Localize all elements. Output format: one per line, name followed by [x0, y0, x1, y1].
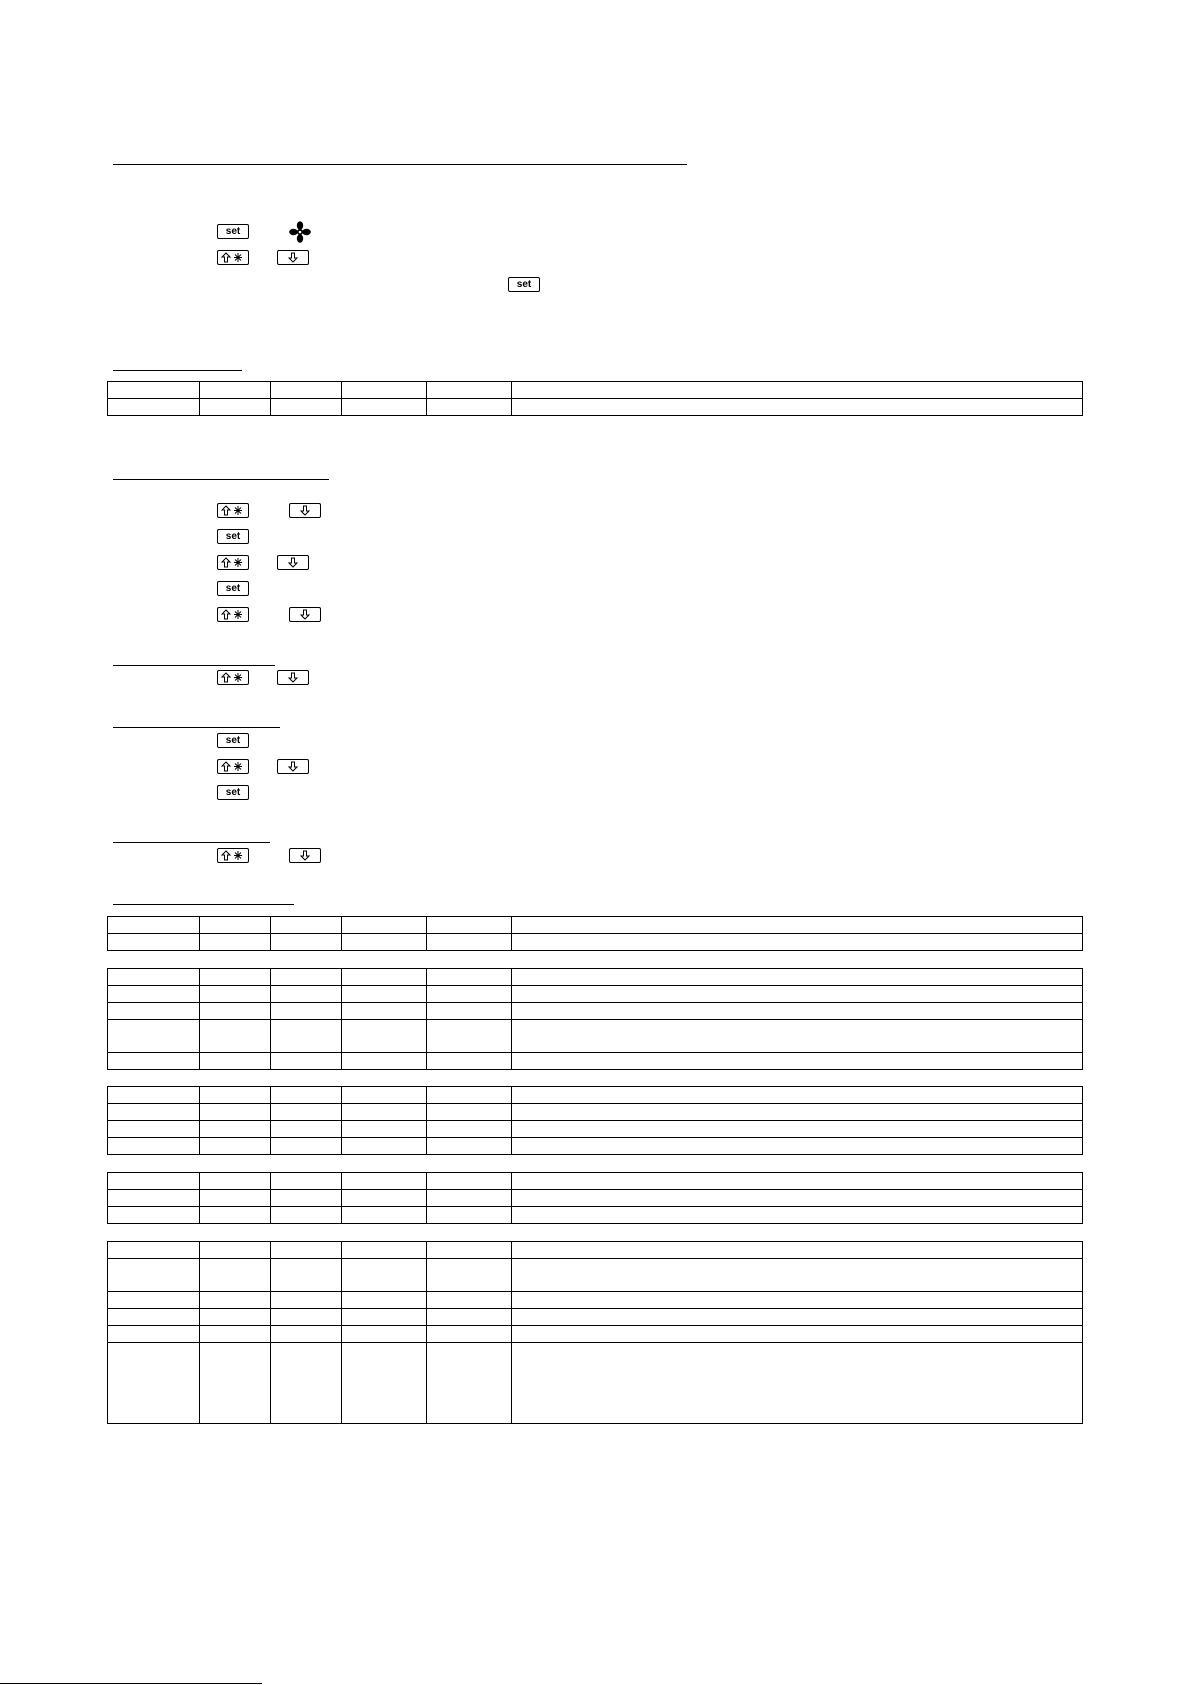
section-5-heading-rule: [113, 842, 270, 843]
table-row: [108, 1242, 1083, 1259]
down-arrow-icon: [298, 850, 312, 861]
table-row: [108, 1020, 1083, 1053]
table-row: [108, 1309, 1083, 1326]
parameter-table-2: [107, 916, 1083, 951]
section-6-heading-rule: [113, 904, 294, 905]
table-row: [108, 986, 1083, 1003]
down-key: [277, 759, 309, 774]
table-row: [108, 1087, 1083, 1104]
bottom-rule: [0, 1683, 262, 1684]
up-snowflake-key: [217, 670, 249, 685]
set-key: set: [217, 581, 249, 596]
table-row: [108, 1003, 1083, 1020]
table-row: [108, 1292, 1083, 1309]
set-key: set: [217, 529, 249, 544]
set-key: set: [508, 277, 540, 292]
down-key: [277, 670, 309, 685]
section-1-heading-rule: [113, 370, 242, 371]
table-row: [108, 1053, 1083, 1070]
table-row: [108, 1259, 1083, 1292]
down-key: [289, 607, 321, 622]
section-4-heading-rule: [113, 727, 280, 728]
up-arrow-snowflake-icon: [220, 505, 246, 516]
parameter-table-1: [107, 381, 1083, 416]
table-row: [108, 399, 1083, 416]
up-snowflake-key: [217, 503, 249, 518]
table-row: [108, 1104, 1083, 1121]
down-arrow-icon: [286, 252, 300, 263]
down-key: [277, 555, 309, 570]
up-snowflake-key: [217, 848, 249, 863]
down-key: [277, 250, 309, 265]
set-key: set: [217, 224, 249, 239]
up-arrow-snowflake-icon: [220, 850, 246, 861]
up-arrow-snowflake-icon: [220, 761, 246, 772]
section-2-heading-rule: [113, 479, 329, 480]
table-row: [108, 1121, 1083, 1138]
table-row: [108, 917, 1083, 934]
parameter-table-3: [107, 968, 1083, 1070]
up-arrow-snowflake-icon: [220, 252, 246, 263]
parameter-table-5: [107, 1172, 1083, 1224]
table-row: [108, 382, 1083, 399]
down-key: [289, 503, 321, 518]
table-row: [108, 969, 1083, 986]
parameter-table-4: [107, 1086, 1083, 1155]
down-arrow-icon: [286, 557, 300, 568]
up-arrow-snowflake-icon: [220, 609, 246, 620]
up-snowflake-key: [217, 759, 249, 774]
parameter-table-6: [107, 1241, 1083, 1424]
set-key: set: [217, 785, 249, 800]
heading-rule-top: [113, 164, 687, 165]
up-snowflake-key: [217, 250, 249, 265]
fan-icon: [289, 221, 311, 243]
table-row: [108, 1326, 1083, 1343]
up-arrow-snowflake-icon: [220, 557, 246, 568]
up-snowflake-key: [217, 607, 249, 622]
table-row: [108, 1207, 1083, 1224]
up-arrow-snowflake-icon: [220, 672, 246, 683]
table-row: [108, 934, 1083, 951]
table-row: [108, 1138, 1083, 1155]
up-snowflake-key: [217, 555, 249, 570]
set-key: set: [217, 733, 249, 748]
table-row: [108, 1343, 1083, 1424]
table-row: [108, 1190, 1083, 1207]
table-row: [108, 1173, 1083, 1190]
down-arrow-icon: [298, 609, 312, 620]
down-key: [289, 848, 321, 863]
down-arrow-icon: [298, 505, 312, 516]
down-arrow-icon: [286, 672, 300, 683]
section-3-heading-rule: [113, 665, 275, 666]
down-arrow-icon: [286, 761, 300, 772]
